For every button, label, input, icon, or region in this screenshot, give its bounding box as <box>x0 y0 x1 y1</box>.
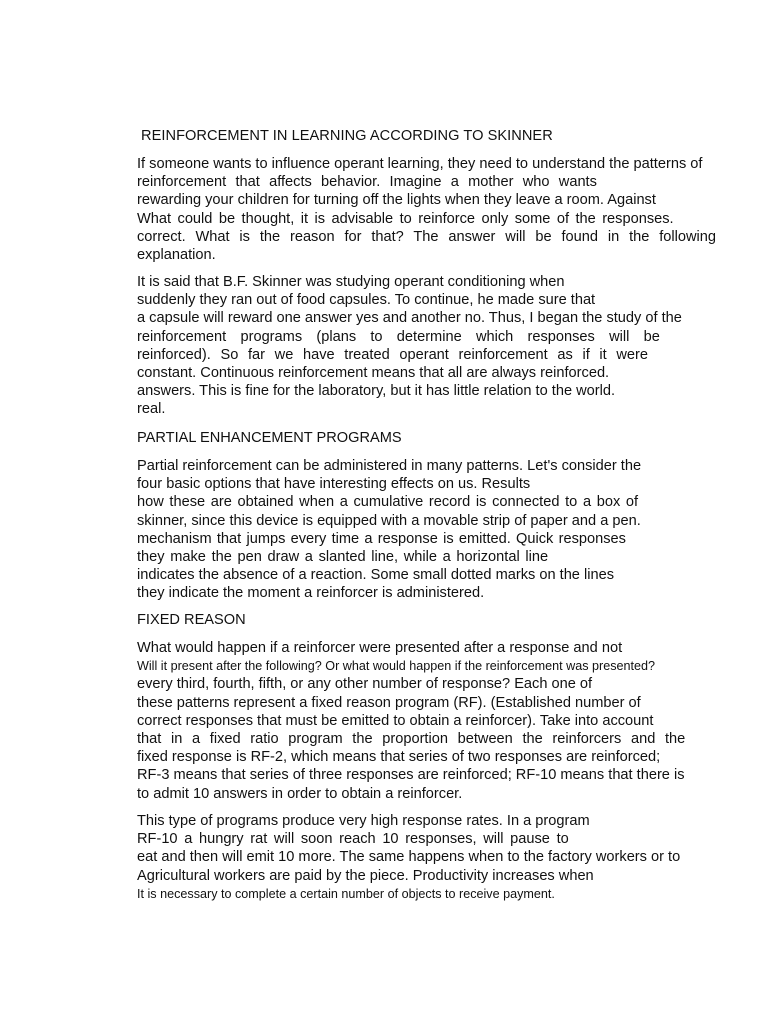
text-line: rewarding your children for turning off the lights when they leave a room. Against <box>137 192 656 209</box>
text-line: What would happen if a reinforcer were presented after a response and not <box>137 640 623 656</box>
text-line: mechanism that jumps every time a response is emitted. Quick responses <box>137 530 626 547</box>
text-line: Agricultural workers are paid by the piece. Productivity increases when <box>137 867 594 884</box>
text-line: these patterns represent a fixed reason program (RF). (Established number of <box>137 694 641 711</box>
text-line: reinforcement programs (plans to determine which responses will be <box>137 328 660 345</box>
section-heading-partial <box>137 429 753 447</box>
text-line: correct. What is the reason for that? The answer will be found in the following <box>137 228 716 245</box>
text-line: constant. Continuous reinforcement means that all are always reinforced. <box>137 364 610 381</box>
text-line: It is said that B.F. Skinner was studying operant conditioning when <box>137 274 565 290</box>
paragraph-skinner-history <box>137 273 753 419</box>
text-line: This type of programs produce very high response rates. In a program <box>137 813 590 829</box>
paragraph-intro <box>137 155 753 264</box>
text-line: RF-10 a hungry rat will soon reach 10 responses, will pause to <box>137 831 569 848</box>
text-line: that in a fixed ratio program the proportion between the reinforcers and the <box>137 730 686 747</box>
text-line: fixed response is RF-2, which means that series of two responses are reinforced; <box>137 749 661 766</box>
text-line: If someone wants to influence operant learning, they need to understand the patterns of <box>137 156 703 172</box>
text-line: they make the pen draw a slanted line, while a horizontal line <box>137 548 549 565</box>
section-heading: PARTIAL ENHANCEMENT PROGRAMS <box>137 430 402 446</box>
text-line: Partial reinforcement can be administered in many patterns. Let's consider the <box>137 458 642 474</box>
text-line: It is necessary to complete a certain number of objects to receive payment. <box>137 886 555 901</box>
paragraph-fixed-reason <box>137 639 753 803</box>
paragraph-response-rates <box>137 812 753 903</box>
text-line: answers. This is fine for the laboratory, but it has little relation to the world. <box>137 383 616 400</box>
document-title: REINFORCEMENT IN LEARNING ACCORDING TO SKINNER <box>141 128 553 144</box>
text-line: RF-3 means that series of three responses are reinforced; RF-10 means that there is <box>137 767 685 784</box>
text-line: correct responses that must be emitted to obtain a reinforcer). Take into account <box>137 712 654 729</box>
text-line: reinforced). So far we have treated operant reinforcement as if it were <box>137 346 648 363</box>
text-line: Will it present after the following? Or what would happen if the reinforcement was presented? <box>137 659 656 674</box>
section-heading: FIXED REASON <box>137 612 246 628</box>
text-line: reinforcement that affects behavior. Imagine a mother who wants <box>137 174 597 191</box>
section-heading-fixed <box>137 611 753 629</box>
text-line: they indicate the moment a reinforcer is administered. <box>137 585 485 602</box>
text-line: skinner, since this device is equipped with a movable strip of paper and a pen. <box>137 512 641 529</box>
text-line: to admit 10 answers in order to obtain a reinforcer. <box>137 785 463 802</box>
text-line: eat and then will emit 10 more. The same happens when to the factory workers or to <box>137 849 681 866</box>
text-line: four basic options that have interesting effects on us. Results <box>137 476 531 493</box>
text-line: What could be thought, it is advisable to reinforce only some of the responses. <box>137 210 674 227</box>
text-line: a capsule will reward one answer yes and another no. Thus, I began the study of the <box>137 310 682 327</box>
text-line: how these are obtained when a cumulative record is connected to a box of <box>137 494 639 511</box>
paragraph-partial-reinforcement <box>137 457 753 603</box>
text-line: explanation. <box>137 246 216 263</box>
text-line: suddenly they ran out of food capsules. To continue, he made sure that <box>137 292 596 309</box>
text-line: every third, fourth, fifth, or any other number of response? Each one of <box>137 676 593 693</box>
text-line: indicates the absence of a reaction. Some small dotted marks on the lines <box>137 567 614 584</box>
text-line: real. <box>137 401 166 418</box>
